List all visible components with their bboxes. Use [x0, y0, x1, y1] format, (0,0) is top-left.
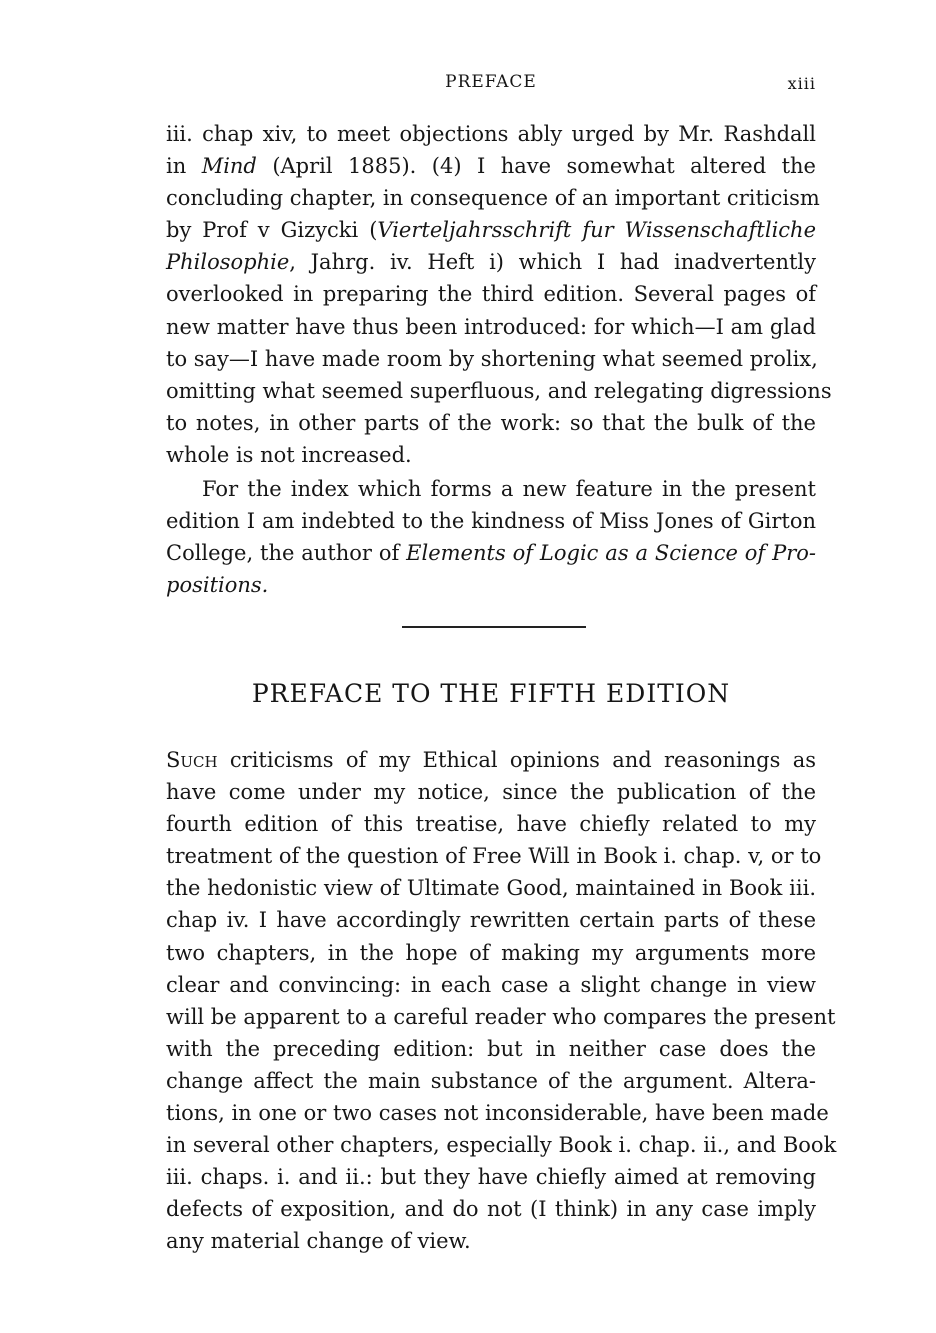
text-line	[166, 569, 816, 601]
text-span: iii. chap xiv, to meet objections ably urged by Mr. Rashdall	[166, 122, 816, 146]
text-span: two chapters, in the hope of making my arguments more	[166, 940, 816, 965]
text-span: in several other chapters, especially Book i. chap. ii., and Book	[166, 1133, 837, 1158]
text-span: treatment of the question of Free Will in Book i. chap. v, or to	[166, 844, 822, 869]
text-span: clear and convincing: in each case a slight change in view	[166, 972, 816, 997]
text-line	[166, 343, 816, 375]
text-span: in	[166, 154, 202, 179]
text-span: change affect the main substance of the argument. Altera-	[166, 1068, 816, 1093]
text-span: chap iv. I have accordingly rewritten certain parts of these	[166, 908, 816, 933]
text-line	[166, 1225, 816, 1257]
text-span: defects of exposition, and do not (I think) in any case imply	[166, 1197, 816, 1222]
text-line	[166, 1033, 816, 1065]
text-line	[166, 1097, 829, 1129]
text-line	[166, 311, 816, 343]
page-number: xiii	[787, 74, 816, 93]
text-span: with the preceding edition: but in neither case does the	[166, 1036, 816, 1061]
text-line	[166, 904, 816, 936]
text-span: (April 1885). (4) I have somewhat altered the	[256, 154, 816, 179]
text-line	[166, 969, 816, 1001]
text-span: to say—I have made room by shortening what seemed prolix,	[166, 346, 818, 371]
text-span: For the index which forms a new feature in the present	[202, 477, 816, 501]
text-line	[166, 744, 816, 776]
text-line	[166, 473, 816, 505]
text-span: omitting what seemed superfluous, and relegating digressions	[166, 378, 832, 403]
text-span: overlooked in preparing the third edition. Several pages of	[166, 282, 816, 307]
text-span: whole is not increased.	[166, 442, 412, 467]
lead-word: Such	[166, 748, 218, 772]
text-line	[166, 278, 816, 310]
text-line	[166, 182, 820, 214]
text-line	[166, 214, 816, 246]
text-line	[166, 246, 816, 278]
text-span: to notes, in other parts of the work: so that the bulk of the	[166, 410, 816, 435]
section-divider-rule	[402, 626, 586, 628]
text-line	[166, 150, 816, 182]
text-span: fourth edition of this treatise, have chiefly related to my	[166, 812, 816, 837]
text-line	[166, 1065, 816, 1097]
journal-title-vierteljahrsschrift: Vierteljahrsschrift fur Wissenschaftliche	[377, 218, 816, 243]
book-title-continuation: positions.	[166, 573, 269, 598]
text-line	[166, 1001, 836, 1033]
text-span: College, the author of	[166, 541, 407, 566]
text-line	[166, 937, 816, 969]
text-line	[166, 840, 822, 872]
text-line	[166, 776, 816, 808]
text-span: concluding chapter, in consequence of an important criticism	[166, 186, 820, 211]
text-span: have come under my notice, since the publication of the	[166, 780, 816, 805]
text-line	[166, 505, 816, 537]
text-line	[166, 118, 816, 150]
text-line	[166, 407, 816, 439]
journal-title-philosophie: Philosophie	[166, 250, 290, 275]
text-line	[166, 1129, 837, 1161]
text-line	[166, 375, 832, 407]
paragraph-fifth-edition	[166, 744, 837, 1258]
text-span: any material change of view.	[166, 1229, 471, 1254]
text-span: edition I am indebted to the kindness of Miss Jones of Girton	[166, 509, 816, 534]
text-span: by Prof v Gizycki (	[166, 218, 378, 243]
book-title-elements-of-logic: Elements of Logic as a Science of Pro-	[406, 541, 816, 566]
text-line	[166, 1193, 816, 1225]
paragraph-index-acknowledgement	[166, 473, 816, 601]
text-line	[166, 808, 816, 840]
text-span: tions, in one or two cases not inconsiderable, have been made	[166, 1101, 829, 1126]
text-span: criticisms of my Ethical opinions and reasonings as	[217, 748, 816, 772]
text-span: , Jahrg. iv. Heft i) which I had inadvertently	[289, 250, 816, 275]
text-line	[166, 872, 816, 904]
text-span: new matter have thus been introduced: for which—I am glad	[166, 314, 816, 339]
running-title: PREFACE	[445, 72, 537, 92]
text-span: the hedonistic view of Ultimate Good, maintained in Book iii.	[166, 876, 816, 901]
text-line	[166, 1161, 816, 1193]
running-head	[166, 72, 816, 102]
text-line	[166, 537, 816, 569]
text-line	[166, 439, 816, 471]
section-heading: PREFACE TO THE FIFTH EDITION	[251, 679, 731, 708]
text-span: iii. chaps. i. and ii.: but they have chiefly aimed at removing	[166, 1165, 816, 1190]
journal-title-mind: Mind	[201, 154, 257, 179]
text-span: will be apparent to a careful reader who compares the present	[166, 1004, 836, 1029]
paragraph-continuation	[166, 118, 832, 471]
